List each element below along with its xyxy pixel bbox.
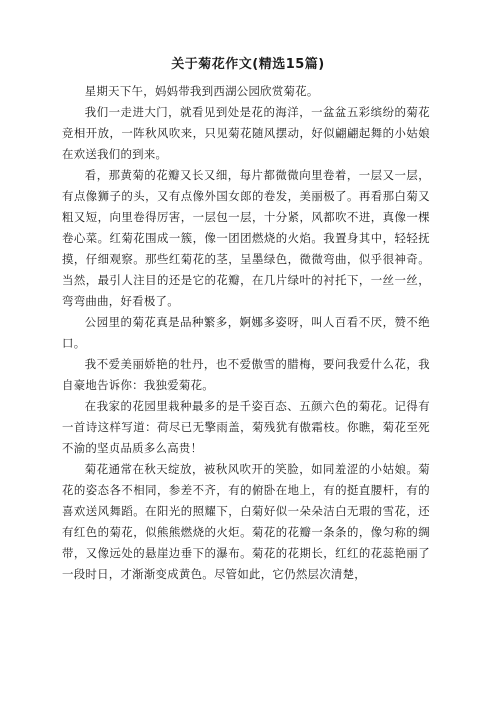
document-body (62, 81, 430, 585)
paragraph: 我不爱美丽娇艳的牡丹，也不爱傲雪的腊梅，要问我爱什么花，我自豪地告诉你：我独爱菊花。 (62, 357, 430, 392)
paragraph: 菊花通常在秋天绽放，被秋风吹开的笑脸，如同羞涩的小姑娘。菊花的姿态各不相同，参差不齐，有的俯卧在地上，有的挺直腰杆，有的喜欢送风舞蹈。在阳光的照耀下，白菊好似一朵朵洁白无瑕的雪花，还有红色的菊花，似熊熊燃烧的火炬。菊花的花瓣一条条的，像匀称的绸带，又像远处的悬崖边垂下的瀑布。菊花的花期长，红红的花蕊艳丽了一段时日，才渐渐变成黄色。尽管如此，它仍然层次清楚， (62, 462, 430, 581)
paragraph: 我们一走进大门，就看见到处是花的海洋，一盆盆五彩缤纷的菊花竞相开放，一阵秋风吹来，只见菊花随风摆动，好似翩翩起舞的小姑娘在欢送我们的到来。 (62, 105, 430, 161)
paragraph: 公园里的菊花真是品种繁多，婀娜多姿呀，叫人百看不厌，赞不绝口。 (62, 315, 430, 350)
paragraph: 看，那黄菊的花瓣又长又细，每片都微微向里卷着，一层又一层，有点像狮子的头，又有点像外国女郎的卷发，美丽极了。再看那白菊又粗又短，向里卷得厉害，一层包一层，十分紧，风都吹不进，真像一棵卷心菜。红菊花围成一簇，像一团团燃烧的火焰。我置身其中，轻轻抚摸，仔细观察。那些红菊花的茎，呈墨绿色，微微弯曲，似乎很神奇。当然，最引人注目的还是它的花瓣，在几片绿叶的衬托下，一丝一丝，弯弯曲曲，好看极了。 (62, 168, 430, 308)
paragraph: 星期天下午，妈妈带我到西湖公园欣赏菊花。 (84, 84, 319, 98)
paragraph: 在我家的花园里栽种最多的是千姿百态、五颜六色的菊花。记得有一首诗这样写道：荷尽已无擎雨盖，菊残犹有傲霜枝。你瞧，菊花至死不渝的坚贞品质多么高贵！ (62, 399, 430, 455)
document-title: 关于菊花作文(精选15篇) (171, 57, 325, 72)
